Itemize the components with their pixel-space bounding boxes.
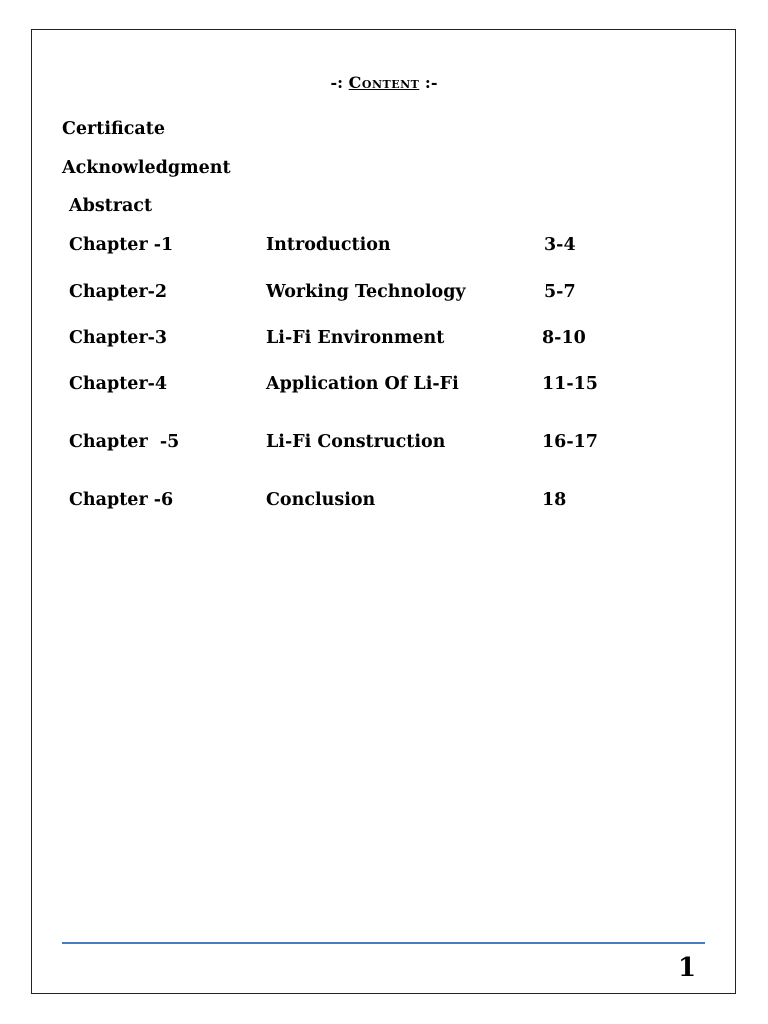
toc-row	[0, 328, 768, 352]
page-number: 1	[678, 953, 697, 983]
toc-title: Application Of Li-Fi	[266, 374, 459, 394]
toc-title: Li-Fi Environment	[266, 328, 445, 348]
toc-chapter: Chapter -1	[69, 235, 174, 255]
toc-chapter: Chapter-2	[69, 282, 168, 302]
toc-pages: 16-17	[542, 432, 598, 452]
front-matter-certificate: Certificate	[62, 119, 165, 139]
front-matter-acknowledgment: Acknowledgment	[62, 158, 231, 178]
toc-title: Introduction	[266, 235, 391, 255]
toc-chapter: Chapter-4	[69, 374, 168, 394]
toc-title: Working Technology	[266, 282, 466, 302]
toc-pages: 5-7	[544, 282, 576, 302]
front-matter-abstract: Abstract	[69, 196, 153, 216]
toc-row	[0, 490, 768, 514]
toc-row	[0, 282, 768, 306]
footer-rule	[62, 942, 705, 944]
toc-title: Conclusion	[266, 490, 376, 510]
toc-pages: 18	[542, 490, 567, 510]
toc-chapter: Chapter-3	[69, 328, 168, 348]
toc-title: Li-Fi Construction	[266, 432, 446, 452]
toc-pages: 8-10	[542, 328, 586, 348]
heading-prefix: -:	[330, 73, 349, 92]
toc-pages: 11-15	[542, 374, 598, 394]
toc-pages: 3-4	[544, 235, 576, 255]
toc-row	[0, 235, 768, 259]
toc-chapter: Chapter -5	[69, 432, 180, 452]
toc-chapter: Chapter -6	[69, 490, 174, 510]
heading-suffix: :-	[419, 73, 438, 92]
heading-title: Content	[348, 73, 420, 92]
contents-heading	[0, 73, 768, 92]
toc-row	[0, 432, 768, 456]
toc-row	[0, 374, 768, 398]
